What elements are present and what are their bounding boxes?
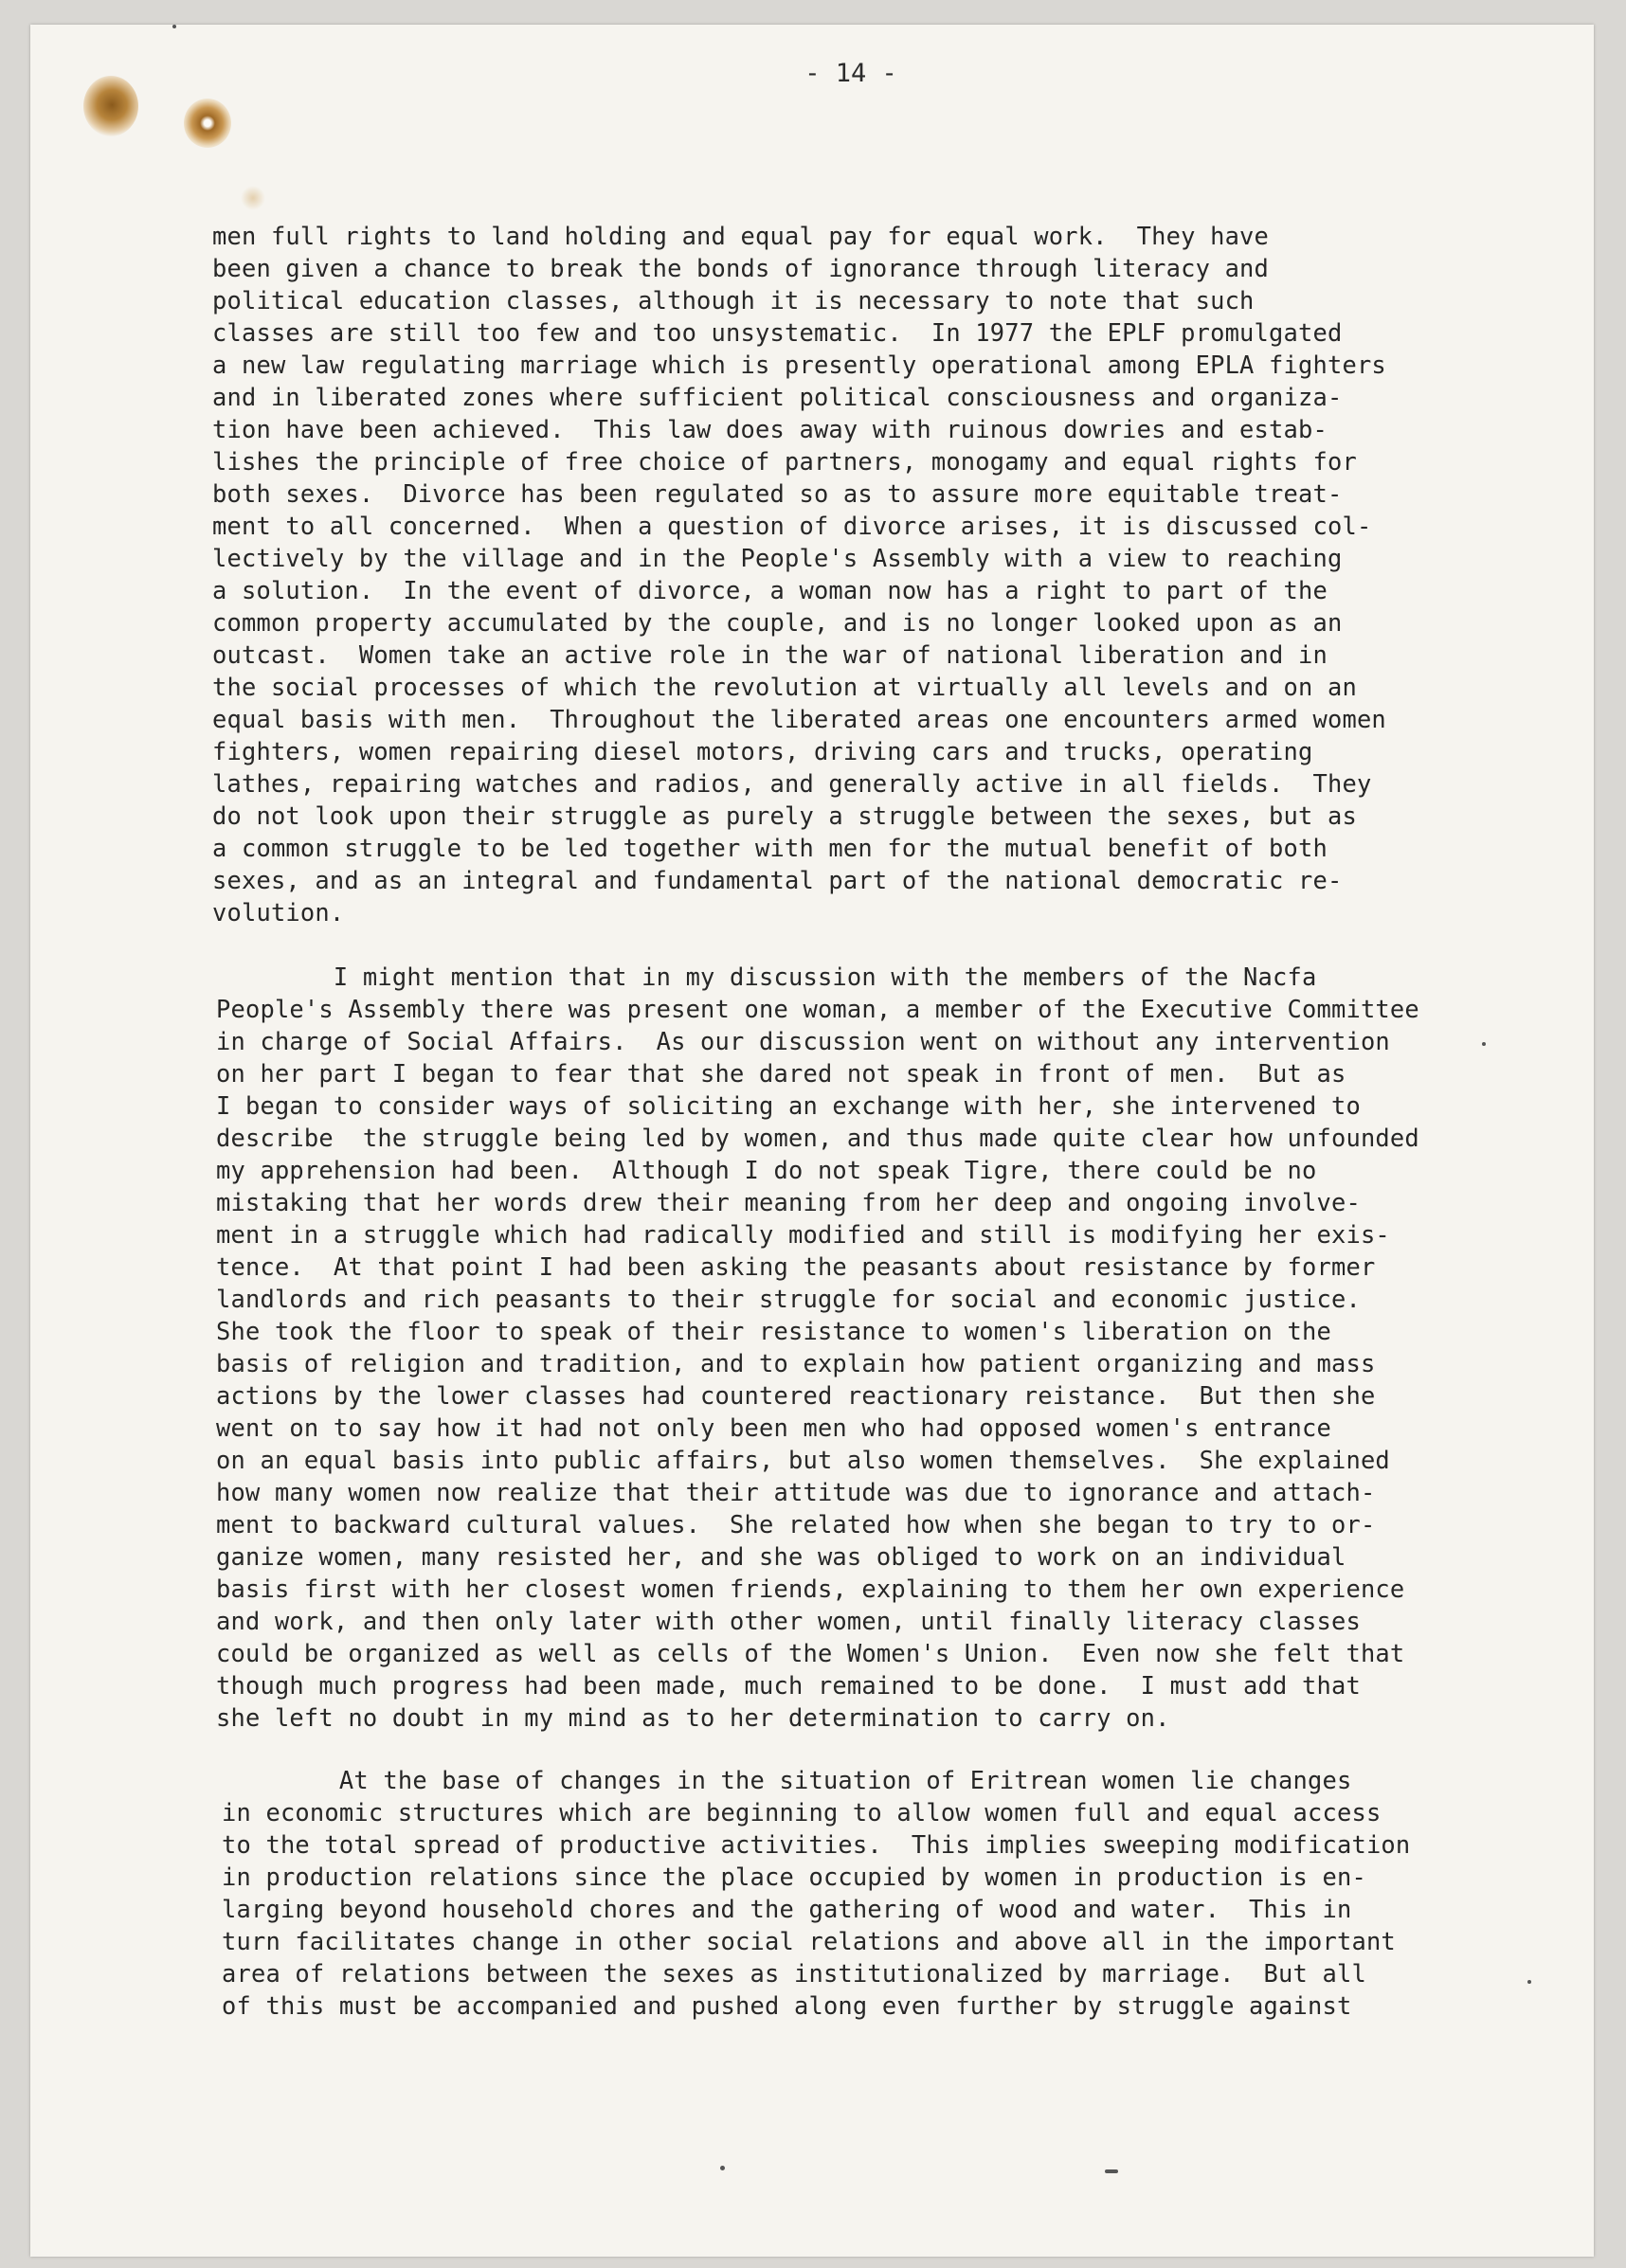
text-line: common property accumulated by the couple, and is no longer looked upon as an <box>212 608 1343 637</box>
text-line: lathes, repairing watches and radios, and generally active in all fields. They <box>212 769 1372 798</box>
text-line: tence. At that point I had been asking the peasants about resistance by former <box>216 1252 1376 1281</box>
speck <box>1482 1042 1486 1046</box>
text-line: and in liberated zones where sufficient political consciousness and organiza- <box>212 383 1343 411</box>
text-line: outcast. Women take an active role in the war of national liberation and in <box>212 640 1328 669</box>
text-line: basis of religion and tradition, and to explain how patient organizing and mass <box>216 1349 1376 1377</box>
text-line: a solution. In the event of divorce, a woman now has a right to part of the <box>212 576 1328 604</box>
paragraph <box>216 961 1419 1734</box>
speck <box>1527 1980 1531 1984</box>
text-line: basis first with her closest women friends, explaining to them her own experience <box>216 1575 1405 1603</box>
speck <box>720 2166 725 2170</box>
text-line: on an equal basis into public affairs, but also women themselves. She explained <box>216 1446 1390 1474</box>
text-line: ganize women, many resisted her, and she was obliged to work on an individual <box>216 1542 1346 1571</box>
text-line: lishes the principle of free choice of partners, monogamy and equal rights for <box>212 447 1357 476</box>
text-line: on her part I began to fear that she dared not speak in front of men. But as <box>216 1059 1346 1088</box>
text-line: larging beyond household chores and the gathering of wood and water. This in <box>222 1895 1352 1923</box>
text-line: fighters, women repairing diesel motors, driving cars and trucks, operating <box>212 737 1313 765</box>
text-line: both sexes. Divorce has been regulated so as to assure more equitable treat- <box>212 479 1343 508</box>
text-line: and work, and then only later with other women, until finally literacy classes <box>216 1607 1361 1635</box>
faint-stain <box>241 186 265 210</box>
text-line: I began to consider ways of soliciting an exchange with her, she intervened to <box>216 1091 1361 1120</box>
paragraph <box>222 1764 1410 2022</box>
text-line: she left no doubt in my mind as to her determination to carry on. <box>216 1703 1170 1732</box>
paragraph <box>212 220 1386 928</box>
text-line: landlords and rich peasants to their struggle for social and economic justice. <box>216 1285 1361 1313</box>
text-line: ment to all concerned. When a question of divorce arises, it is discussed col- <box>212 512 1372 540</box>
text-line: to the total spread of productive activities. This implies sweeping modification <box>222 1830 1411 1859</box>
text-line: a common struggle to be led together with men for the mutual benefit of both <box>212 834 1328 862</box>
text-line: the social processes of which the revolution at virtually all levels and on an <box>212 673 1357 701</box>
text-line: in production relations since the place occupied by women in production is en- <box>222 1863 1366 1891</box>
text-line: sexes, and as an integral and fundamental part of the national democratic re- <box>212 866 1343 894</box>
text-line: volution. <box>212 898 345 927</box>
text-line: went on to say how it had not only been men who had opposed women's entrance <box>216 1413 1331 1442</box>
text-line: in charge of Social Affairs. As our discussion went on without any intervention <box>216 1027 1390 1055</box>
text-line: I might mention that in my discussion with the members of the Nacfa <box>216 963 1317 991</box>
text-line: do not look upon their struggle as purely a struggle between the sexes, but as <box>212 801 1357 830</box>
text-line: She took the floor to speak of their resistance to women's liberation on the <box>216 1317 1331 1345</box>
page-number: - 14 - <box>804 59 897 88</box>
text-line: my apprehension had been. Although I do not speak Tigre, there could be no <box>216 1156 1317 1184</box>
text-line: men full rights to land holding and equal pay for equal work. They have <box>212 222 1270 250</box>
text-line: area of relations between the sexes as institutionalized by marriage. But all <box>222 1959 1366 1988</box>
text-line: though much progress had been made, much remained to be done. I must add that <box>216 1671 1361 1700</box>
text-line: describe the struggle being led by women, and thus made quite clear how unfounded <box>216 1124 1419 1152</box>
text-line: a new law regulating marriage which is presently operational among EPLA fighters <box>212 351 1386 379</box>
text-line: political education classes, although it is necessary to note that such <box>212 286 1255 315</box>
text-line: turn facilitates change in other social relations and above all in the important <box>222 1927 1396 1955</box>
text-line: lectively by the village and in the People's Assembly with a view to reaching <box>212 544 1343 572</box>
text-line: At the base of changes in the situation of Eritrean women lie changes <box>222 1766 1352 1794</box>
text-line: ment in a struggle which had radically modified and still is modifying her exis- <box>216 1220 1390 1249</box>
text-line: equal basis with men. Throughout the liberated areas one encounters armed women <box>212 705 1386 733</box>
text-line: could be organized as well as cells of the Women's Union. Even now she felt that <box>216 1639 1405 1667</box>
text-line: classes are still too few and too unsystematic. In 1977 the EPLF promulgated <box>212 318 1343 347</box>
text-line: in economic structures which are beginning to allow women full and equal access <box>222 1798 1382 1827</box>
text-line: of this must be accompanied and pushed along even further by struggle against <box>222 1991 1352 2020</box>
text-line: how many women now realize that their attitude was due to ignorance and attach- <box>216 1478 1376 1506</box>
text-line: tion have been achieved. This law does away with ruinous dowries and estab- <box>212 415 1328 443</box>
text-line: ment to backward cultural values. She related how when she began to try to or- <box>216 1510 1376 1539</box>
text-line: been given a chance to break the bonds of ignorance through literacy and <box>212 254 1270 282</box>
text-line: mistaking that her words drew their meaning from her deep and ongoing involve- <box>216 1188 1361 1216</box>
speck <box>1105 2169 1118 2173</box>
speck <box>172 25 176 28</box>
text-line: People's Assembly there was present one woman, a member of the Executive Committee <box>216 995 1419 1023</box>
staple-hole-stain <box>184 99 231 148</box>
text-line: actions by the lower classes had countered reactionary reistance. But then she <box>216 1381 1376 1410</box>
